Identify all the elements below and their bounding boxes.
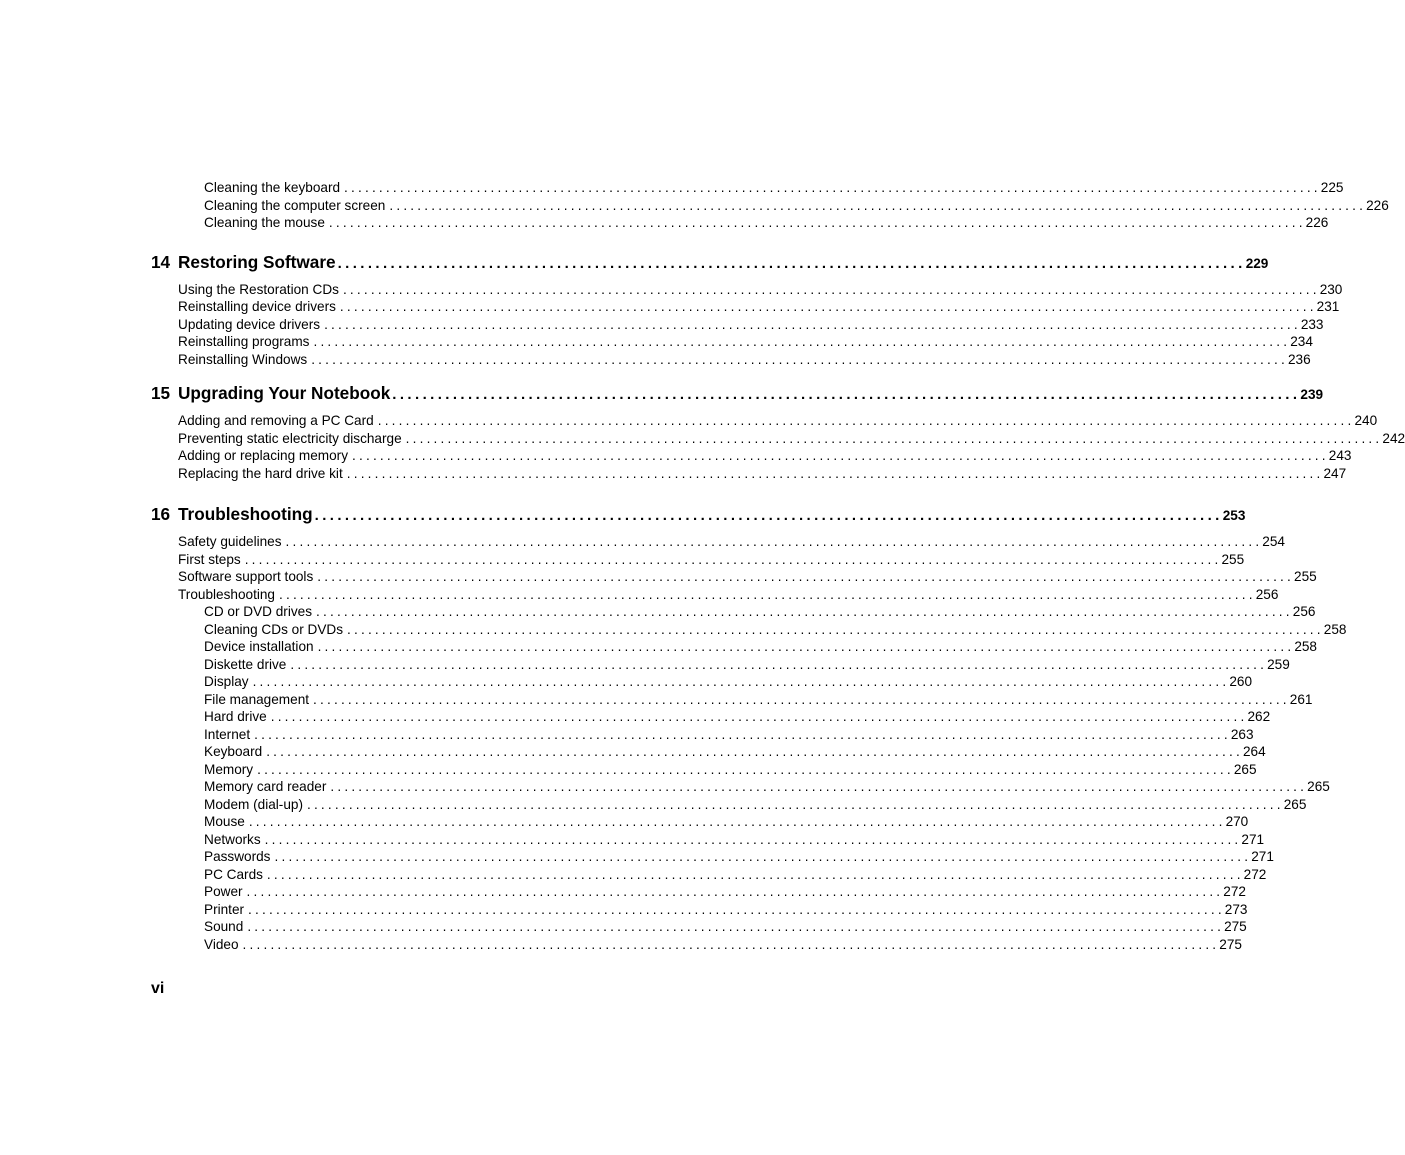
toc-entry-label: Device installation xyxy=(204,639,314,654)
toc-entry-page-number: 259 xyxy=(1267,656,1290,672)
page-number: vi xyxy=(151,980,165,997)
toc-entry-label: File management xyxy=(204,691,310,707)
toc-entry[interactable] xyxy=(204,726,1254,744)
chapter-title: Restoring Software xyxy=(178,251,336,272)
toc-entry[interactable] xyxy=(204,918,1247,936)
dot-leader: ............................................................................................................................................ xyxy=(342,281,1320,297)
dot-leader: ............................................................................................................................................ xyxy=(405,430,1383,446)
toc-entry-label: Passwords xyxy=(204,849,271,864)
toc-entry[interactable] xyxy=(204,708,1271,726)
dot-leader: ............................................................................................................................................ xyxy=(285,534,1263,549)
toc-entry[interactable] xyxy=(204,603,1316,621)
toc-entry[interactable] xyxy=(204,197,1389,215)
toc-entry[interactable] xyxy=(204,831,1265,849)
toc-entry-page-number: 233 xyxy=(1300,316,1324,332)
chapter-heading[interactable] xyxy=(151,380,1324,406)
toc-entry-label: First steps xyxy=(178,551,241,567)
toc-entry[interactable] xyxy=(178,333,1313,351)
dot-leader: ............................................................................................................................................ xyxy=(347,621,1324,637)
toc-entry-page-number: 262 xyxy=(1247,709,1271,724)
dot-leader: ............................................................................................................................................ xyxy=(317,569,1295,584)
toc-entry-page-number: 255 xyxy=(1294,569,1317,584)
toc-entry-label: Safety guidelines xyxy=(178,534,282,549)
chapter-heading[interactable] xyxy=(151,249,1269,275)
toc-entry-page-number: 256 xyxy=(1292,604,1316,619)
chapter-page-number: 239 xyxy=(1300,387,1324,402)
dot-leader: ............................................................................................................................................ xyxy=(290,656,1268,672)
toc-entry-label: Reinstalling programs xyxy=(178,334,310,349)
toc-entry-page-number: 255 xyxy=(1221,551,1245,567)
toc-entry-page-number: 247 xyxy=(1323,465,1347,481)
dot-leader: ............................................................................................................................................ xyxy=(248,901,1225,917)
toc-entry-label: Software support tools xyxy=(178,569,314,584)
toc-entry-label: Memory card reader xyxy=(204,779,327,794)
toc-entry-page-number: 242 xyxy=(1382,430,1405,446)
toc-entry-page-number: 226 xyxy=(1305,215,1329,230)
toc-entry[interactable] xyxy=(204,179,1344,197)
dot-leader: ............................................................................................................................................ xyxy=(244,551,1222,567)
toc-entry[interactable] xyxy=(178,586,1279,604)
toc-entry-label: Display xyxy=(204,674,249,689)
toc-entry-page-number: 265 xyxy=(1307,779,1330,794)
toc-entry-page-number: 271 xyxy=(1251,849,1274,864)
toc-entry[interactable] xyxy=(178,281,1343,299)
dot-leader: ............................................................................................................................................ xyxy=(377,413,1355,428)
dot-leader: ............................................................................................................................................ xyxy=(264,831,1242,847)
toc-entry-label: Power xyxy=(204,884,243,899)
toc-entry-page-number: 265 xyxy=(1233,761,1257,777)
toc-entry-label: Diskette drive xyxy=(204,656,287,672)
dot-leader: ............................................................................................................................................ xyxy=(346,465,1324,481)
toc-entry-label: CD or DVD drives xyxy=(204,604,313,619)
toc-entry-label: Cleaning CDs or DVDs xyxy=(204,621,344,637)
dot-leader: ............................................................................................................................................ xyxy=(266,866,1244,882)
toc-entry-page-number: 272 xyxy=(1223,884,1246,899)
toc-entry[interactable] xyxy=(204,901,1248,919)
toc-entry[interactable] xyxy=(178,447,1352,465)
dot-leader: ............................................................................................................................................ xyxy=(257,761,1234,777)
dot-leader: ............................................................................................................................................ xyxy=(313,334,1291,349)
table-of-contents xyxy=(0,179,1405,953)
toc-entry-page-number: 243 xyxy=(1328,448,1352,463)
dot-leader: ............................................................................................................................................ xyxy=(248,814,1226,829)
chapter-number: 16 xyxy=(151,504,171,524)
toc-entry-page-number: 240 xyxy=(1354,413,1378,428)
dot-leader: ............................................................................................................................................ xyxy=(330,779,1308,794)
toc-entry-label: PC Cards xyxy=(204,866,263,882)
toc-entry-page-number: 234 xyxy=(1290,334,1313,349)
toc-entry-label: Sound xyxy=(204,919,244,934)
toc-entry-label: Video xyxy=(204,936,239,952)
chapter-page-number: 229 xyxy=(1245,255,1269,271)
toc-entry[interactable] xyxy=(178,351,1311,369)
toc-entry[interactable] xyxy=(204,761,1257,779)
toc-entry[interactable] xyxy=(178,568,1317,586)
toc-entry-label: Hard drive xyxy=(204,709,267,724)
toc-entry[interactable] xyxy=(178,316,1324,334)
toc-entry-page-number: 254 xyxy=(1262,534,1285,549)
toc-entry[interactable] xyxy=(204,848,1274,866)
toc-entry-label: Replacing the hard drive kit xyxy=(178,465,343,481)
toc-entry-page-number: 261 xyxy=(1289,691,1313,707)
toc-entry-page-number: 226 xyxy=(1366,197,1389,213)
chapter-page-number: 253 xyxy=(1222,508,1246,523)
dot-leader: ............................................................................................................................................ xyxy=(254,726,1231,742)
dot-leader: ............................................................................................................................................ xyxy=(274,849,1252,864)
toc-entry[interactable] xyxy=(204,656,1290,674)
toc-entry-label: Keyboard xyxy=(204,744,263,759)
toc-entry-page-number: 275 xyxy=(1219,936,1242,952)
toc-entry-page-number: 260 xyxy=(1229,674,1253,689)
dot-leader: ............................................................................................................................................ xyxy=(247,919,1225,934)
dot-leader: ............................................................................................................................................ xyxy=(352,448,1329,463)
chapter-number: 15 xyxy=(151,383,171,403)
dot-leader: ............................................................................................................................................ xyxy=(328,215,1306,230)
chapter-title: Troubleshooting xyxy=(178,504,313,524)
toc-entry[interactable] xyxy=(204,883,1246,901)
toc-entry-label: Modem (dial-up) xyxy=(204,796,303,812)
toc-entry[interactable] xyxy=(178,430,1405,448)
toc-entry-page-number: 263 xyxy=(1230,726,1254,742)
toc-entry[interactable] xyxy=(204,813,1249,831)
toc-entry-page-number: 265 xyxy=(1283,796,1307,812)
dot-leader: ............................................................................................................................................ xyxy=(313,691,1290,707)
dot-leader: ........................................................................................................................ xyxy=(314,507,1223,524)
toc-entry-page-number: 270 xyxy=(1225,814,1249,829)
toc-entry-label: Mouse xyxy=(204,814,245,829)
dot-leader: ............................................................................................................................................ xyxy=(246,884,1224,899)
dot-leader: ........................................................................................................................ xyxy=(337,254,1246,272)
toc-entry-label: Printer xyxy=(204,901,245,917)
dot-leader: ............................................................................................................................................ xyxy=(266,744,1243,759)
toc-entry-page-number: 236 xyxy=(1287,351,1311,367)
toc-entry-label: Updating device drivers xyxy=(178,316,321,332)
toc-entry[interactable] xyxy=(204,866,1267,884)
dot-leader: ............................................................................................................................................ xyxy=(317,639,1295,654)
toc-entry-page-number: 264 xyxy=(1242,744,1266,759)
dot-leader: ........................................................................................................................ xyxy=(392,386,1301,403)
toc-entry-page-number: 256 xyxy=(1255,586,1279,602)
toc-entry[interactable] xyxy=(204,214,1329,232)
toc-entry[interactable] xyxy=(204,621,1347,639)
dot-leader: ............................................................................................................................................ xyxy=(339,299,1317,314)
chapter-title: Upgrading Your Notebook xyxy=(178,383,391,403)
toc-entry-label: Reinstalling Windows xyxy=(178,351,308,367)
toc-entry-page-number: 225 xyxy=(1320,180,1344,195)
toc-entry-label: Troubleshooting xyxy=(178,586,275,602)
toc-entry-label: Adding and removing a PC Card xyxy=(178,413,374,428)
dot-leader: ............................................................................................................................................ xyxy=(306,796,1284,812)
toc-entry[interactable] xyxy=(178,533,1285,551)
dot-leader: ............................................................................................................................................ xyxy=(324,316,1301,332)
toc-entry-label: Memory xyxy=(204,761,254,777)
toc-entry-label: Cleaning the keyboard xyxy=(204,180,341,195)
toc-entry-label: Internet xyxy=(204,726,251,742)
toc-entry-page-number: 231 xyxy=(1316,299,1340,314)
toc-entry[interactable] xyxy=(178,465,1347,483)
dot-leader: ............................................................................................................................................ xyxy=(311,351,1288,367)
toc-entry-page-number: 258 xyxy=(1294,639,1317,654)
toc-entry-label: Using the Restoration CDs xyxy=(178,281,339,297)
toc-entry[interactable] xyxy=(178,298,1340,316)
toc-entry-page-number: 273 xyxy=(1224,901,1248,917)
chapter-number: 14 xyxy=(151,251,171,272)
toc-entry[interactable] xyxy=(178,412,1378,430)
toc-entry[interactable] xyxy=(204,796,1307,814)
dot-leader: ............................................................................................................................................ xyxy=(252,674,1230,689)
toc-entry-page-number: 275 xyxy=(1224,919,1247,934)
dot-leader: ............................................................................................................................................ xyxy=(242,936,1220,952)
toc-entry[interactable] xyxy=(178,551,1245,569)
chapter-heading[interactable] xyxy=(151,501,1246,527)
toc-entry[interactable] xyxy=(204,936,1242,954)
toc-entry-page-number: 272 xyxy=(1243,866,1267,882)
dot-leader: ............................................................................................................................................ xyxy=(316,604,1293,619)
toc-entry[interactable] xyxy=(204,673,1253,691)
toc-entry-page-number: 271 xyxy=(1241,831,1265,847)
toc-entry[interactable] xyxy=(204,638,1317,656)
dot-leader: ............................................................................................................................................ xyxy=(344,180,1321,195)
toc-entry-label: Adding or replacing memory xyxy=(178,448,349,463)
toc-entry-label: Preventing static electricity discharge xyxy=(178,430,402,446)
toc-entry-label: Cleaning the mouse xyxy=(204,215,325,230)
toc-entry[interactable] xyxy=(204,778,1330,796)
toc-entry-label: Cleaning the computer screen xyxy=(204,197,386,213)
dot-leader: ............................................................................................................................................ xyxy=(278,586,1256,602)
toc-entry[interactable] xyxy=(204,691,1313,709)
toc-entry-page-number: 258 xyxy=(1323,621,1347,637)
toc-entry-label: Reinstalling device drivers xyxy=(178,299,336,314)
dot-leader: ............................................................................................................................................ xyxy=(389,197,1367,213)
dot-leader: ............................................................................................................................................ xyxy=(270,709,1248,724)
toc-entry[interactable] xyxy=(204,743,1266,761)
toc-entry-label: Networks xyxy=(204,831,261,847)
toc-entry-page-number: 230 xyxy=(1319,281,1343,297)
